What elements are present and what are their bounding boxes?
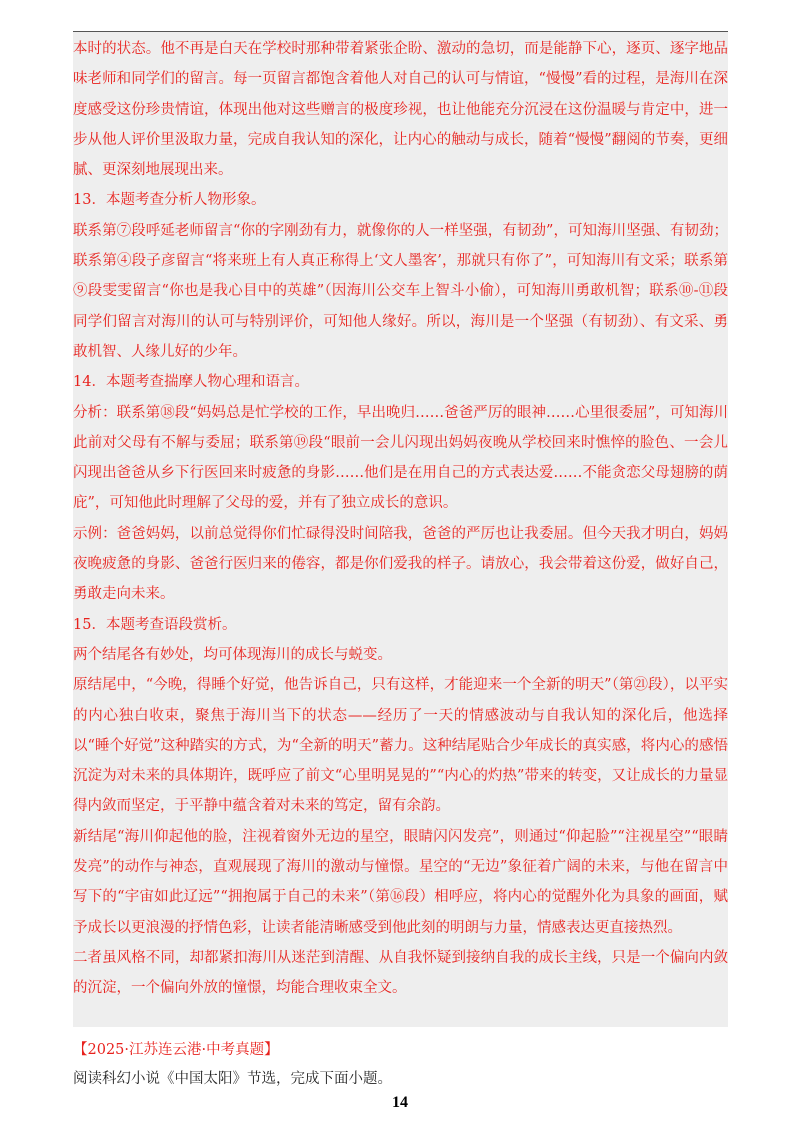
- question-13-heading: 13．本题考查分析人物形象。: [73, 192, 266, 209]
- source-tag: 【2025·江苏连云港·中考真题】: [73, 1042, 279, 1058]
- question-15-conclusion: 二者虽风格不同，却都紧扣海川从迷茫到清醒、从自我怀疑到接纳自我的成长主线，只是一个偏向内敛的沉淀，一个偏向外放的憧憬，均能合理收束全文。: [73, 949, 728, 997]
- question-14-example: 示例：爸爸妈妈，以前总觉得你们忙碌得没时间陪我，爸爸的严厉也让我委屈。但今天我才明白，妈妈夜晚疲惫的身影、爸爸行医归来的倦容，都是你们爱我的样子。请放心，我会带着这份爱，做好自己，勇敢走向未来。: [73, 525, 728, 603]
- question-15-summary: 两个结尾各有妙处，均可体现海川的成长与蜕变。: [73, 646, 392, 663]
- question-14-heading: 14．本题考查揣摩人物心理和语言。: [73, 374, 309, 391]
- next-section: [73, 1036, 728, 1094]
- question-15-heading: 15．本题考查语段赏析。: [73, 616, 237, 633]
- question-15-original-ending: 原结尾中，“今晚，得睡个好觉，他告诉自己，只有这样，才能迎来一个全新的明天”（第㉑段），以平实的内心独白收束，聚焦于海川当下的状态——经历了一天的情感波动与自我认知的深化后，他选择以“睡个好觉”这种踏实的方式，为“全新的明天”蓄力。这种结尾贴合少年成长的真实感，将内心的感悟沉淀为对未来的具体期许，既呼应了前文“心里明晃晃的”“内心的灼热”带来的转变，又让成长的力量显得内敛而坚定，于平静中蕴含着对未来的笃定，留有余韵。: [73, 677, 728, 815]
- reading-intro: 阅读科幻小说《中国太阳》节选，完成下面小题。: [73, 1071, 392, 1087]
- question-14-analysis: 分析：联系第⑱段“妈妈总是忙学校的工作，早出晚归……爸爸严厉的眼神……心里很委屈”，可知海川此前对父母有不解与委屈；联系第⑲段“眼前一会儿闪现出妈妈夜晚从学校回来时憔悴的脸色、一会儿闪现出爸爸从乡下行医回来时疲惫的身影……他们是在用自己的方式表达爱……不能贪恋父母翅膀的荫庇”，可知他此时理解了父母的爱，并有了独立成长的意识。: [73, 404, 728, 512]
- page-number: 14: [392, 1094, 408, 1111]
- question-13-answer: 联系第⑦段呼延老师留言“你的字刚劲有力，就像你的人一样坚强，有韧劲”，可知海川坚强、有韧劲；联系第④段子彦留言“将来班上有人真正称得上‘文人墨客’，那就只有你了”，可知海川有文采；联系第⑨段雯雯留言“你也是我心目中的英雄”（因海川公交车上智斗小偷），可知海川勇敢机智；联系⑩-⑪段同学们留言对海川的认可与特别评价，可知他人缘好。所以，海川是一个坚强（有韧劲）、有文采、勇敢机智、人缘儿好的少年。: [73, 222, 728, 360]
- answer-analysis: [73, 34, 728, 1004]
- question-15-new-ending: 新结尾“海川仰起他的脸，注视着窗外无边的星空，眼睛闪闪发亮”，则通过“仰起脸”“注视星空”“眼睛发亮”的动作与神态，直观展现了海川的激动与憧憬。星空的“无边”象征着广阔的未来，与他在留言中写下的“宇宙如此辽远”“拥抱属于自己的未来”（第⑯段）相呼应，将内心的觉醒外化为具象的画面，赋予成长以更浪漫的抒情色彩，让读者能清晰感受到他此刻的明朗与力量，情感表达更直接热烈。: [73, 828, 728, 936]
- paragraph-continuation: 本时的状态。他不再是白天在学校时那种带着紧张企盼、激动的急切，而是能静下心，逐页、逐字地品味老师和同学们的留言。每一页留言都饱含着他人对自己的认可与情谊，“慢慢”看的过程，是海川在深度感受这份珍贵情谊，体现出他对这些赠言的极度珍视，也让他能充分沉浸在这份温暖与肯定中，进一步从他人评价里汲取力量，完成自我认知的深化，让内心的触动与成长，随着“慢慢”翻阅的节奏，更细腻、更深刻地展现出来。: [73, 41, 728, 179]
